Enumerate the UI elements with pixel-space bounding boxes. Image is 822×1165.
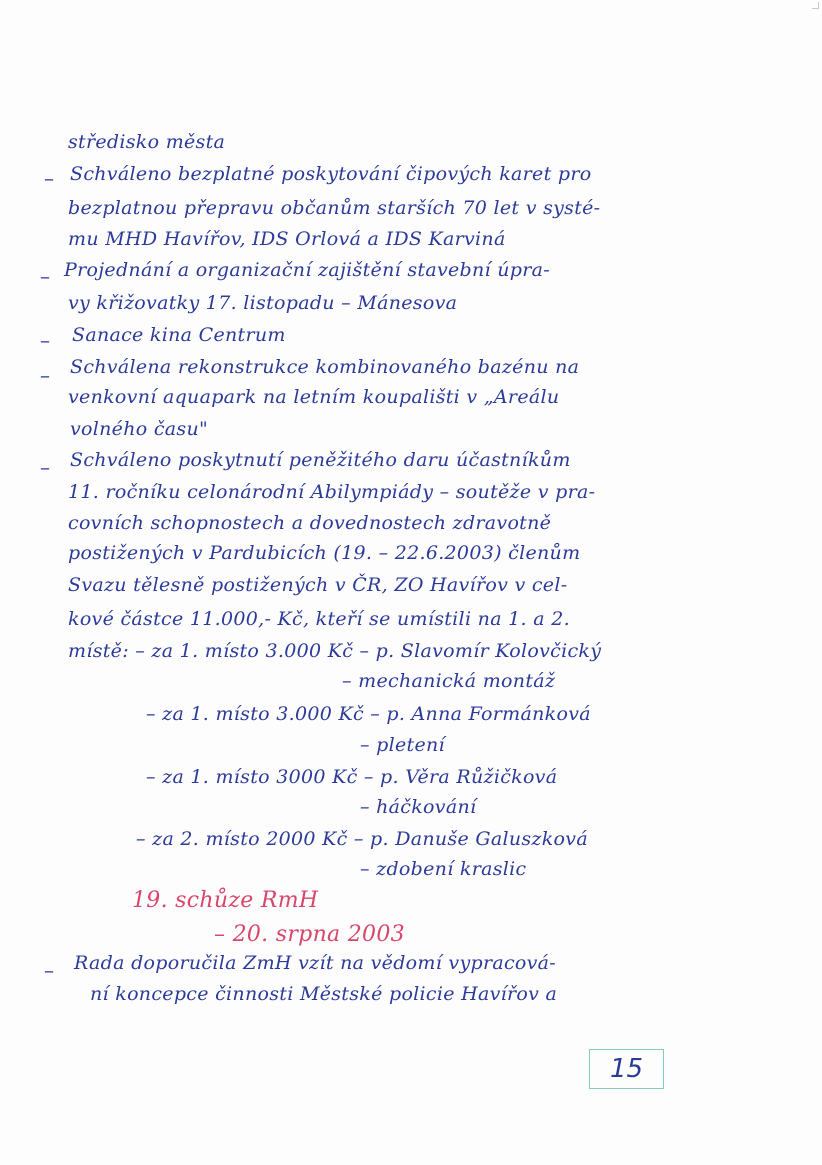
text-line: – zdobení kraslic: [360, 858, 527, 880]
text-line: vy křižovatky 17. listopadu – Mánesova: [68, 292, 458, 314]
text-line: Rada doporučila ZmH vzít na vědomí vypracová-: [74, 952, 557, 974]
text-line: venkovní aquapark na letním koupališti v „Areálu: [68, 386, 560, 408]
text-line: místě: – za 1. místo 3.000 Kč – p. Slavomír Kolovčický: [68, 640, 602, 662]
text-line: bezplatnou přepravu občanům starších 70 let v systé-: [68, 197, 601, 219]
text-line: Schváleno bezplatné poskytování čipových karet pro: [70, 163, 592, 185]
bullet-dash: –: [44, 958, 54, 982]
text-line: – za 1. místo 3.000 Kč – p. Anna Formánková: [146, 703, 591, 725]
text-line: – háčkování: [360, 796, 477, 818]
corner-mark: [812, 2, 819, 9]
text-line: Svazu tělesně postižených v ČR, ZO Havířov v cel-: [68, 574, 568, 596]
bullet-dash: –: [40, 363, 50, 387]
text-line: covních schopnostech a dovednostech zdravotně: [68, 512, 552, 534]
text-line: 11. ročníku celonárodní Abilympiády – soutěže v pra-: [68, 481, 596, 503]
text-line: kové částce 11.000,- Kč, kteří se umístili na 1. a 2.: [68, 608, 570, 630]
meeting-date: – 20. srpna 2003: [214, 922, 405, 947]
text-line: Sanace kina Centrum: [72, 324, 286, 346]
text-line: Schváleno poskytnutí peněžitého daru účastníkům: [70, 449, 571, 471]
bullet-dash: –: [40, 455, 50, 479]
text-line: volného času": [70, 418, 209, 440]
bullet-dash: –: [40, 328, 50, 352]
text-line: – pletení: [360, 734, 445, 756]
page-number-box: [589, 1049, 664, 1089]
page-number: 15: [609, 1054, 644, 1084]
text-line: středisko města: [68, 131, 226, 153]
text-line: – za 2. místo 2000 Kč – p. Danuše Galuszková: [136, 828, 588, 850]
text-line: Projednání a organizační zajištění stavební úpra-: [64, 259, 550, 281]
text-line: – za 1. místo 3000 Kč – p. Věra Růžičková: [146, 766, 558, 788]
bullet-dash: –: [40, 264, 50, 288]
text-line: Schválena rekonstrukce kombinovaného bazénu na: [70, 356, 580, 378]
text-line: postižených v Pardubicích (19. – 22.6.2003) členům: [68, 542, 581, 564]
text-line: – mechanická montáž: [342, 670, 556, 692]
meeting-heading: 19. schůze RmH: [132, 888, 319, 913]
bullet-dash: –: [44, 166, 54, 190]
text-line: ní koncepce činnosti Městské policie Havířov a: [90, 983, 558, 1005]
text-line: mu MHD Havířov, IDS Orlová a IDS Karviná: [68, 228, 506, 250]
